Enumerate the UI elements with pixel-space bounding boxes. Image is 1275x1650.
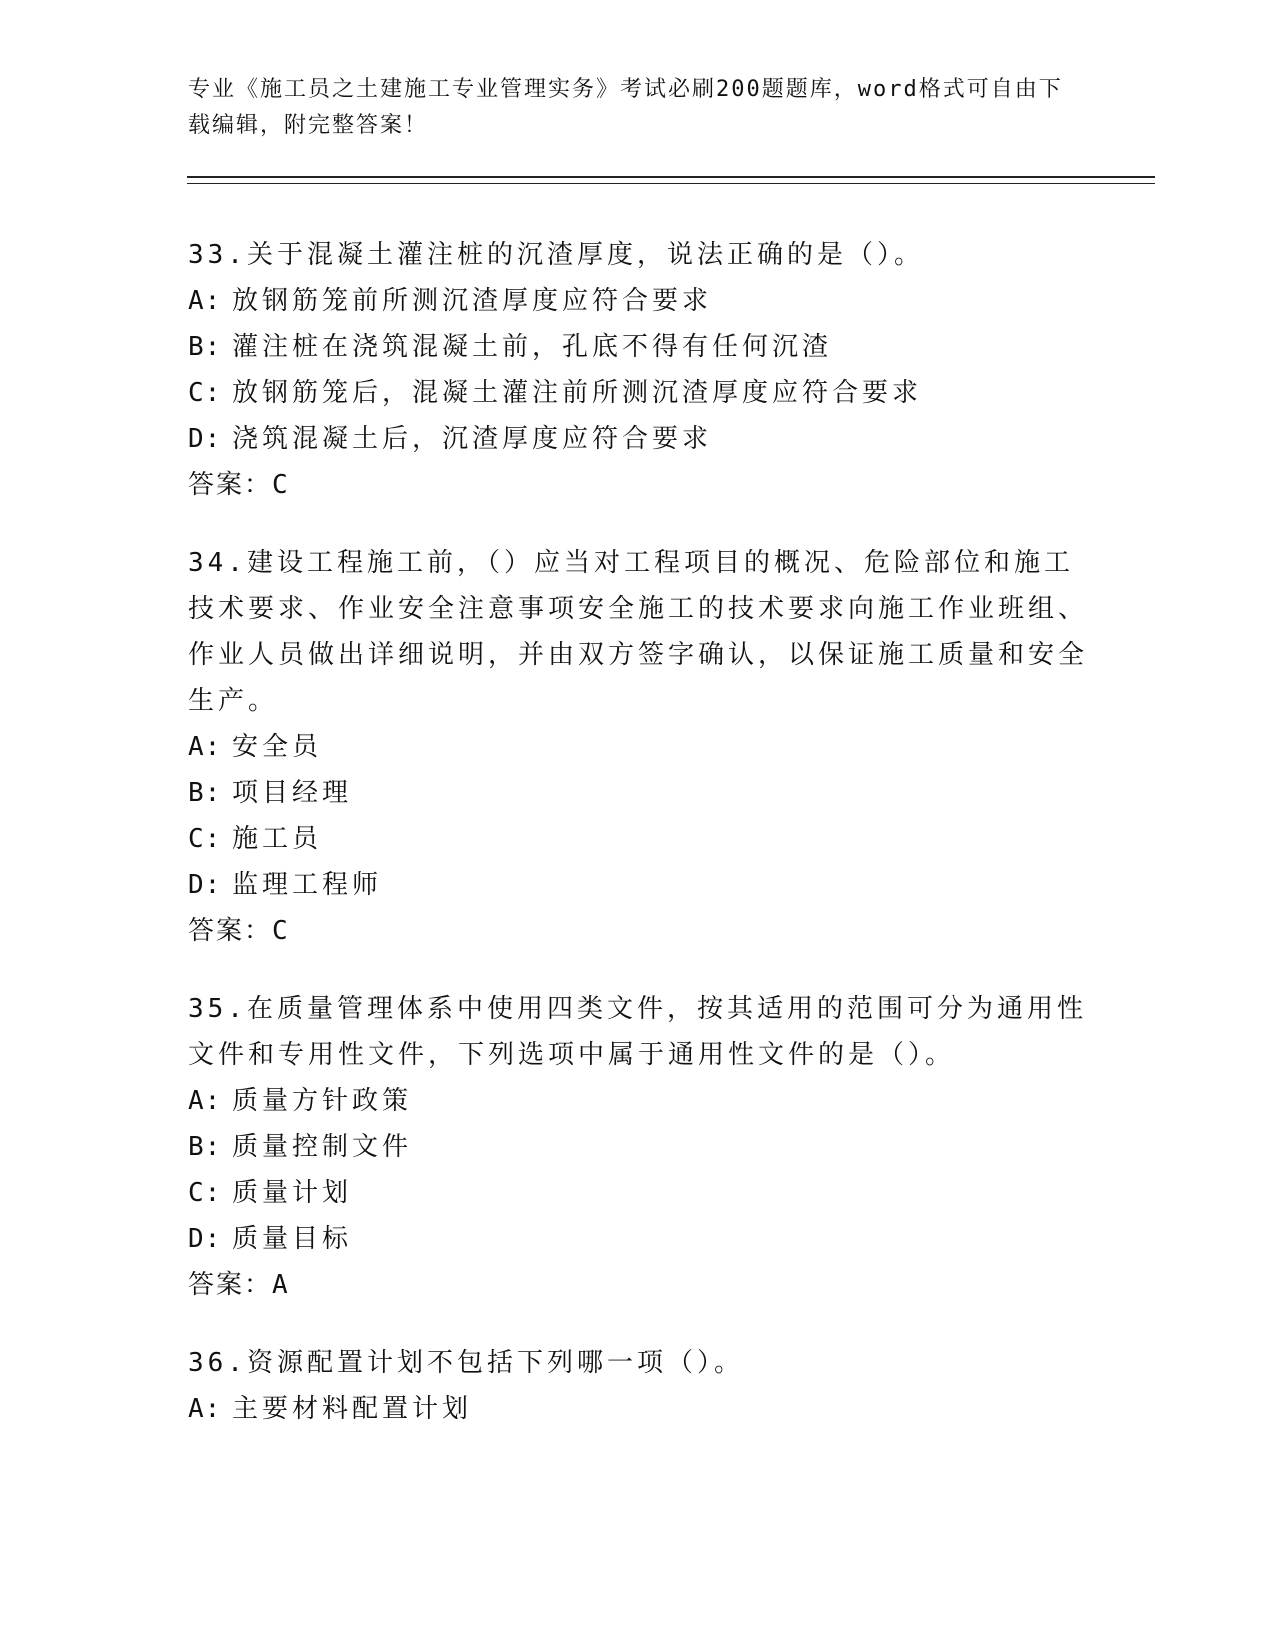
option-c bbox=[188, 816, 1088, 862]
option-letter: D: bbox=[188, 1224, 222, 1254]
question-list bbox=[188, 232, 1088, 1464]
option-b bbox=[188, 1124, 1088, 1170]
option-letter: D: bbox=[188, 870, 222, 900]
option-d bbox=[188, 862, 1088, 908]
option-text: 安全员 bbox=[232, 732, 323, 762]
option-letter: C: bbox=[188, 378, 222, 408]
option-letter: A: bbox=[188, 286, 222, 316]
option-text: 项目经理 bbox=[232, 778, 353, 808]
option-letter: D: bbox=[188, 424, 222, 454]
option-text: 浇筑混凝土后，沉渣厚度应符合要求 bbox=[232, 424, 713, 454]
answer-line: 答案：C bbox=[188, 470, 290, 500]
option-text: 质量方针政策 bbox=[232, 1086, 413, 1116]
answer-line: 答案：A bbox=[188, 1270, 290, 1300]
option-a bbox=[188, 278, 1088, 324]
option-text: 质量计划 bbox=[232, 1178, 353, 1208]
question-text: 36.资源配置计划不包括下列哪一项（）。 bbox=[188, 1348, 744, 1378]
option-text: 监理工程师 bbox=[232, 870, 383, 900]
option-b bbox=[188, 324, 1088, 370]
header-divider bbox=[187, 176, 1155, 184]
option-a bbox=[188, 1078, 1088, 1124]
option-letter: B: bbox=[188, 1132, 222, 1162]
question-text: 34.建设工程施工前，（）应当对工程项目的概况、危险部位和施工技术要求、作业安全注意事项安全施工的技术要求向施工作业班组、作业人员做出详细说明，并由双方签字确认，以保证施工质量和安全生产。 bbox=[188, 548, 1089, 716]
option-c bbox=[188, 1170, 1088, 1216]
option-d bbox=[188, 1216, 1088, 1262]
option-letter: B: bbox=[188, 332, 222, 362]
option-letter: C: bbox=[188, 1178, 222, 1208]
option-letter: A: bbox=[188, 732, 222, 762]
option-b bbox=[188, 770, 1088, 816]
question-34 bbox=[188, 540, 1088, 954]
question-36 bbox=[188, 1340, 1088, 1432]
document-header: 专业《施工员之土建施工专业管理实务》考试必刷200题题库，word格式可自由下载编辑，附完整答案！ bbox=[188, 77, 1063, 138]
option-text: 放钢筋笼后，混凝土灌注前所测沉渣厚度应符合要求 bbox=[232, 378, 923, 408]
option-letter: C: bbox=[188, 824, 222, 854]
option-text: 质量控制文件 bbox=[232, 1132, 413, 1162]
option-a bbox=[188, 1386, 1088, 1432]
question-text: 35.在质量管理体系中使用四类文件，按其适用的范围可分为通用性文件和专用性文件，下列选项中属于通用性文件的是（）。 bbox=[188, 994, 1087, 1070]
option-d bbox=[188, 416, 1088, 462]
option-text: 灌注桩在浇筑混凝土前，孔底不得有任何沉渣 bbox=[232, 332, 833, 362]
option-c bbox=[188, 370, 1088, 416]
option-text: 主要材料配置计划 bbox=[232, 1394, 473, 1424]
option-text: 放钢筋笼前所测沉渣厚度应符合要求 bbox=[232, 286, 713, 316]
option-a bbox=[188, 724, 1088, 770]
option-letter: B: bbox=[188, 778, 222, 808]
option-text: 施工员 bbox=[232, 824, 323, 854]
question-text: 33.关于混凝土灌注桩的沉渣厚度，说法正确的是（）。 bbox=[188, 240, 924, 270]
option-letter: A: bbox=[188, 1086, 222, 1116]
question-33 bbox=[188, 232, 1088, 508]
option-text: 质量目标 bbox=[232, 1224, 353, 1254]
option-letter: A: bbox=[188, 1394, 222, 1424]
answer-line: 答案：C bbox=[188, 916, 290, 946]
question-35 bbox=[188, 986, 1088, 1308]
